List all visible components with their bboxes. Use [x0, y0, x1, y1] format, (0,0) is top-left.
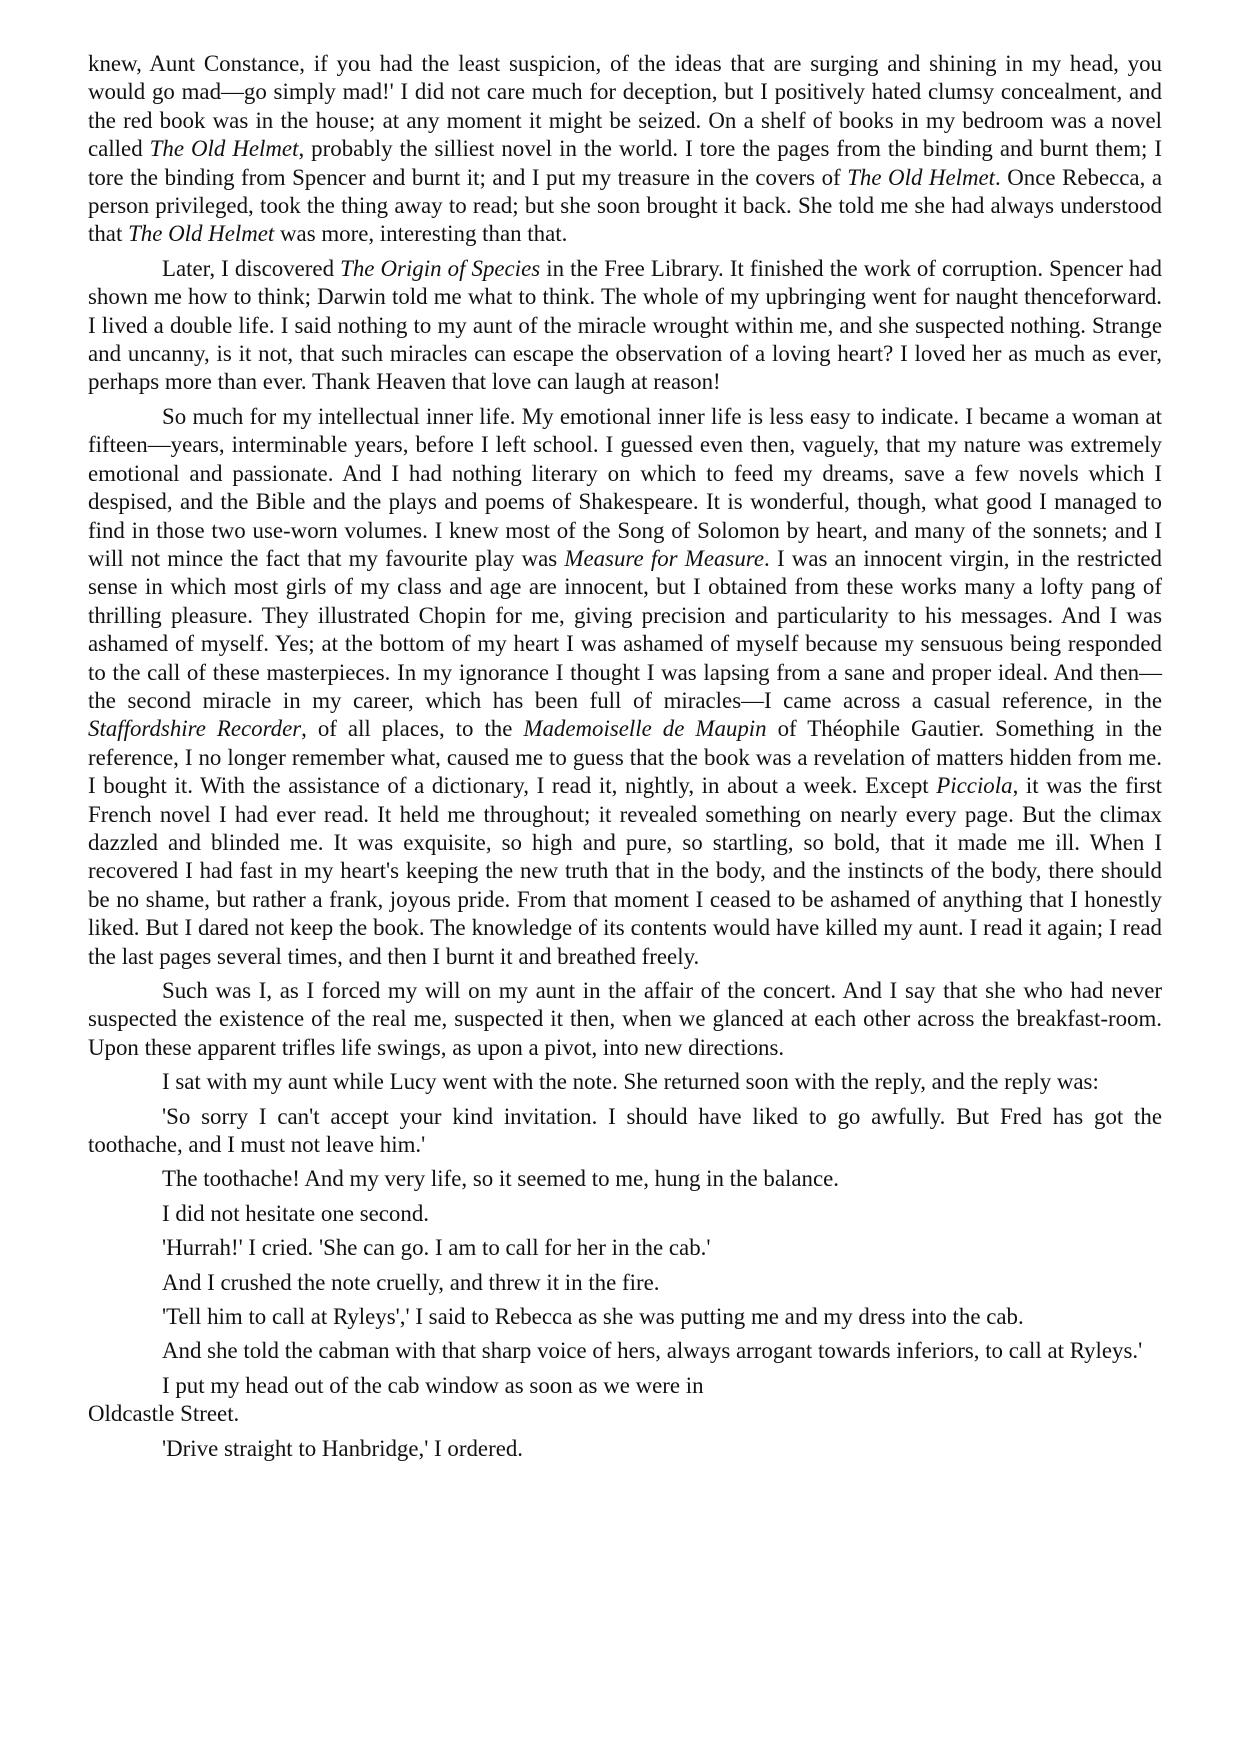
- paragraph-6: 'So sorry I can't accept your kind invitation. I should have liked to go awfully. But Fred has got the toothache, and I must not leave him.': [88, 1103, 1162, 1158]
- paragraph-2: Later, I discovered The Origin of Species in the Free Library. It finished the work of corruption. Spencer had shown me how to think; Darwin told me what to think. The whole of my upbringing went for naught thenceforward. I lived a double life. I said nothing to my aunt of the miracle wrought within me, and she suspected nothing. Strange and uncanny, is it not, that such miracles can escape the observation of a loving heart? I loved her as much as ever, perhaps more than ever. Thank Heaven that love can laugh at reason!: [88, 255, 1162, 395]
- paragraph-3: So much for my intellectual inner life. My emotional inner life is less easy to indicate. I became a woman at fifteen—years, interminable years, before I left school. I guessed even then, vaguely, that my nature was extremely emotional and passionate. And I had nothing literary on which to feed my dreams, save a few novels which I despised, and the Bible and the plays and poems of Shakespeare. It is wonderful, though, what good I managed to find in those two use-worn volumes. I knew most of the Song of Solomon by heart, and many of the sonnets; and I will not mince the fact that my favourite play was Measure for Measure. I was an innocent virgin, in the restricted sense in which most girls of my class and age are innocent, but I obtained from these works many a lofty pang of thrilling pleasure. They illustrated Chopin for me, giving precision and particularity to his messages. And I was ashamed of myself. Yes; at the bottom of my heart I was ashamed of myself because my sensuous being responded to the call of these masterpieces. In my ignorance I thought I was lapsing from a sane and proper ideal. And then—the second miracle in my career, which has been full of miracles—I came across a casual reference, in the Staffordshire Recorder, of all places, to the Mademoiselle de Maupin of Théophile Gautier. Something in the reference, I no longer remember what, caused me to guess that the book was a revelation of matters hidden from me. I bought it. With the assistance of a dictionary, I read it, nightly, in about a week. Except Picciola, it was the first French novel I had ever read. It held me throughout; it revealed something on nearly every page. But the climax dazzled and blinded me. It was exquisite, so high and pure, so startling, so bold, that it made me ill. When I recovered I had fast in my heart's keeping the new truth that in the body, and the instincts of the body, there should be no shame, but rather a frank, joyous pride. From that moment I ceased to be ashamed of anything that I honestly liked. But I dared not keep the book. The knowledge of its contents would have killed my aunt. I read it again; I read the last pages several times, and then I burnt it and breathed freely.: [88, 403, 1162, 969]
- paragraph-13-continuation: Oldcastle Street.: [88, 1401, 240, 1427]
- paragraph-11: 'Tell him to call at Ryleys',' I said to Rebecca as she was putting me and my dress into the cab.: [162, 1304, 1024, 1330]
- paragraph-1: knew, Aunt Constance, if you had the least suspicion, of the ideas that are surging and shining in my head, you would go mad—go simply mad!' I did not care much for deception, but I positively hated clumsy concealment, and the red book was in the house; at any moment it might be seized. On a shelf of books in my bedroom was a novel called The Old Helmet, probably the silliest novel in the world. I tore the pages from the binding and burnt them; I tore the binding from Spencer and burnt it; and I put my treasure in the covers of The Old Helmet. Once Rebecca, a person privileged, took the thing away to read; but she soon brought it back. She told me she had always understood that The Old Helmet was more, interesting than that.: [88, 51, 1162, 247]
- paragraph-13: I put my head out of the cab window as soon as we were in: [162, 1372, 704, 1398]
- document-page: [88, 50, 1162, 1469]
- paragraph-10: And I crushed the note cruelly, and threw it in the fire.: [162, 1269, 660, 1295]
- paragraph-4: Such was I, as I forced my will on my aunt in the affair of the concert. And I say that she who had never suspected the existence of the real me, suspected it then, when we glanced at each other across the breakfast-room. Upon these apparent trifles life swings, as upon a pivot, into new directions.: [88, 978, 1162, 1060]
- paragraph-9: 'Hurrah!' I cried. 'She can go. I am to call for her in the cab.': [162, 1235, 711, 1261]
- paragraph-12: And she told the cabman with that sharp voice of hers, always arrogant towards inferiors, to call at Ryleys.': [162, 1338, 1143, 1364]
- paragraph-8: I did not hesitate one second.: [162, 1200, 429, 1226]
- paragraph-7: The toothache! And my very life, so it seemed to me, hung in the balance.: [162, 1166, 839, 1192]
- paragraph-5: I sat with my aunt while Lucy went with the note. She returned soon with the reply, and the reply was:: [162, 1069, 1099, 1095]
- paragraph-14: 'Drive straight to Hanbridge,' I ordered.: [162, 1435, 524, 1461]
